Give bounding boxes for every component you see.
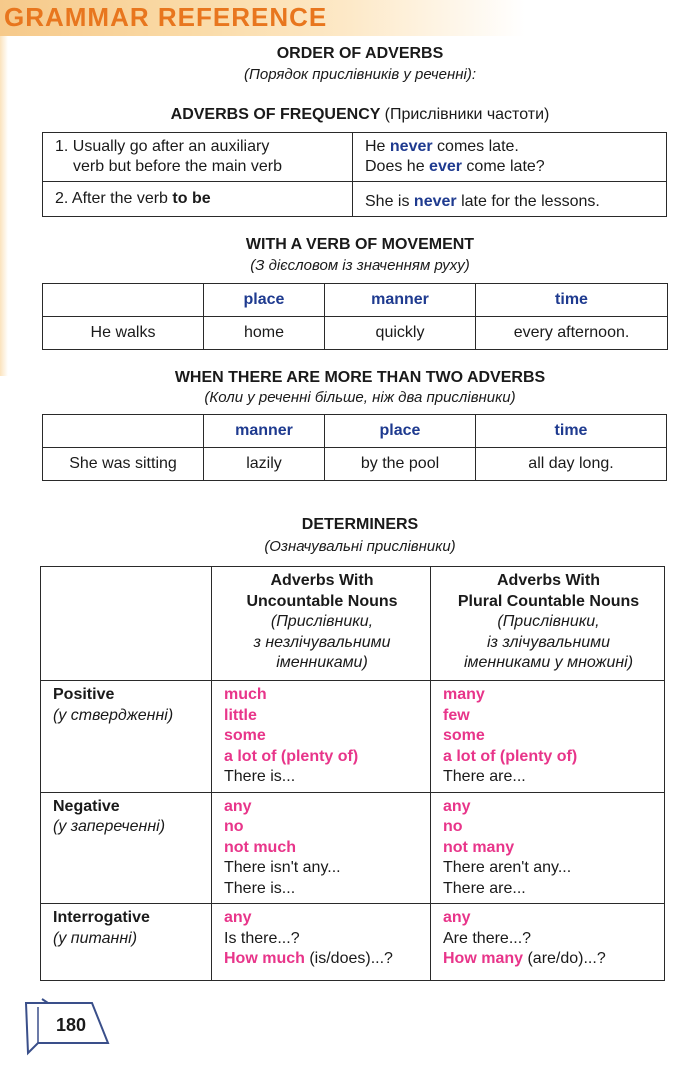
determiners-table [40,566,665,981]
table-row-positive [41,681,665,793]
movement-title: WITH A VERB OF MOVEMENT [245,236,475,253]
rule-text: verb but before the main verb [73,158,283,175]
table-cell: any no not many There aren't any... There are... [431,792,665,904]
margin-shade [0,36,8,376]
column-header: time [476,415,667,448]
table-cell: any Is there...? How much (is/does)...? [212,904,431,981]
rule-text: 1. Usually go after an auxiliary [55,138,270,155]
frequency-title: ADVERBS OF FREQUENCY [170,106,381,123]
example-text: He never comes late. [365,138,519,155]
column-header: place [204,284,325,317]
rule-cell: 2. After the verb to be [43,182,353,217]
table-cell: much little some a lot of (plenty of) There is... [212,681,431,793]
frequency-table [42,132,667,217]
determiners-subtitle: (Означувальні прислівники) [264,538,456,555]
table-cell: quickly [325,317,476,350]
example-cell: She is never late for the lessons. [353,182,667,217]
column-header: manner [204,415,325,448]
table-cell: all day long. [476,448,667,481]
frequency-heading [0,106,700,124]
header-banner [0,0,700,36]
table-cell: home [204,317,325,350]
row-label-cell: Positive (у ствердженні) [41,681,212,793]
example-cell [353,133,667,182]
table-cell: every afternoon. [476,317,668,350]
more-adverbs-subtitle: (Коли у реченні більше, ніж два прислівники) [204,389,516,406]
section-title: GRAMMAR REFERENCE [4,2,328,32]
determiners-title: DETERMINERS [301,516,419,533]
table-header-row [43,415,667,448]
table-cell: any no not much There isn't any... There is... [212,792,431,904]
row-label-cell: Negative (у запереченні) [41,792,212,904]
more-adverbs-title: WHEN THERE ARE MORE THAN TWO ADVERBS [174,369,546,386]
table-cell: by the pool [325,448,476,481]
table-cell: lazily [204,448,325,481]
table-cell: many few some a lot of (plenty of) There are... [431,681,665,793]
table-row [43,448,667,481]
column-header: time [476,284,668,317]
movement-table [42,283,668,350]
row-label-cell: Interrogative (у питанні) [41,904,212,981]
frequency-title-ua: (Прислівники частоти) [384,106,550,123]
more-adverbs-table [42,414,667,481]
table-row-interrogative [41,904,665,981]
example-text: Does he ever come late? [365,158,545,175]
table-row [43,182,667,217]
movement-subtitle: (З дієсловом із значенням руху) [250,257,470,274]
column-header-countable: Adverbs With Plural Countable Nouns (Прислівники, із злічувальними іменниками у множині) [431,567,665,681]
table-cell: any Are there...? How many (are/do)...? [431,904,665,981]
order-title: ORDER OF ADVERBS [276,45,444,62]
rule-cell [43,133,353,182]
table-row [43,317,668,350]
table-row-negative [41,792,665,904]
order-subtitle: (Порядок прислівників у реченні): [244,66,476,83]
column-header: manner [325,284,476,317]
page-number: 180 [56,1015,87,1035]
table-header-row [41,567,665,681]
column-header-uncountable: Adverbs With Uncountable Nouns (Прислівники, з незлічувальними іменниками) [212,567,431,681]
table-row [43,133,667,182]
table-cell: He walks [43,317,204,350]
table-header-row [43,284,668,317]
table-cell: She was sitting [43,448,204,481]
column-header: place [325,415,476,448]
